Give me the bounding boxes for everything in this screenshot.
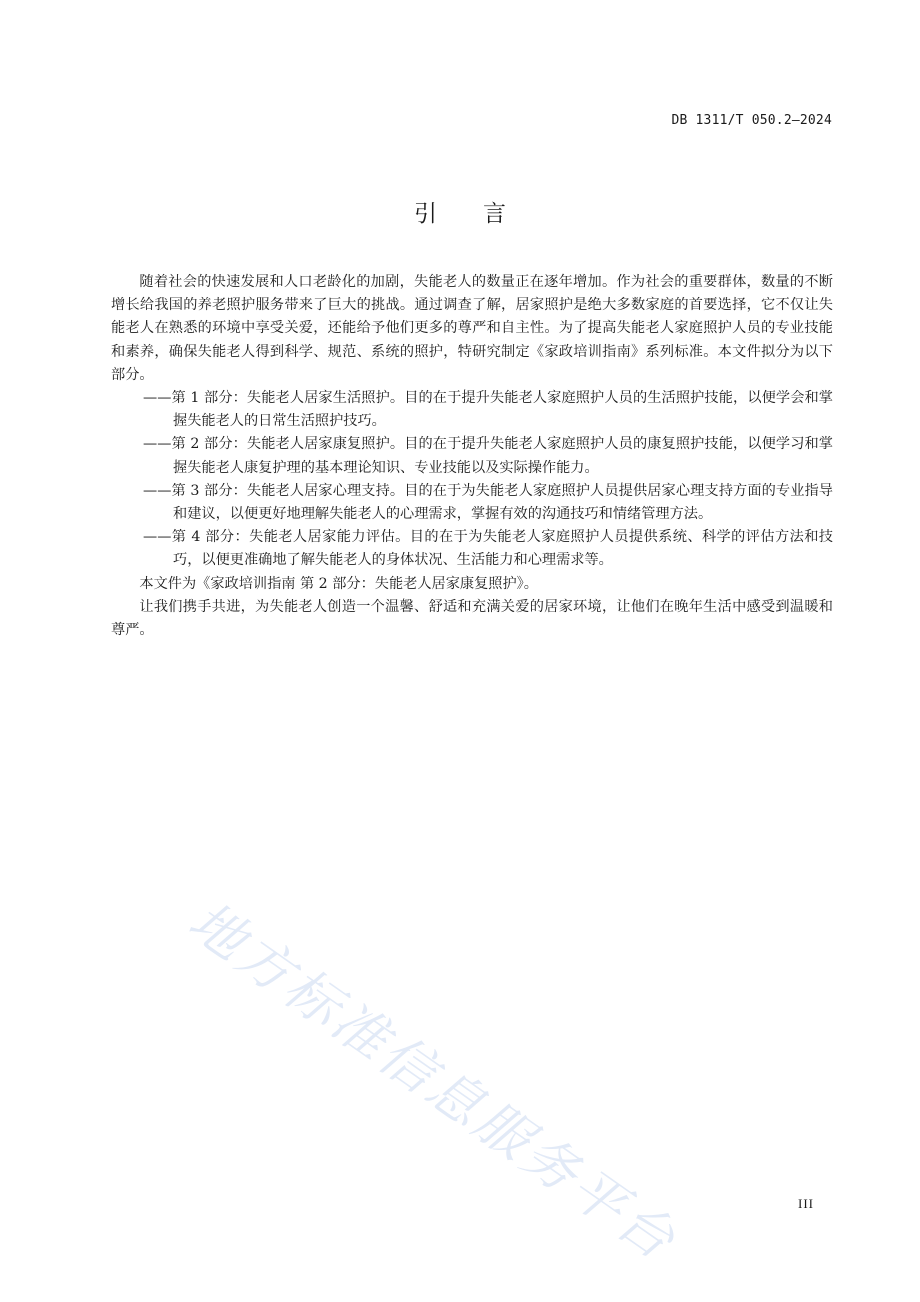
title-char-1: 引 <box>414 201 437 227</box>
part-4-item: ——第 4 部分：失能老人居家能力评估。目的在于为失能老人家庭照护人员提供系统、科学的评估方法和技巧，以便更准确地了解失能老人的身体状况、生活能力和心理需求等。 <box>143 529 833 569</box>
watermark-text: 地方标准信息服务平台 <box>177 889 689 1274</box>
intro-paragraph: 随着社会的快速发展和人口老龄化的加剧，失能老人的数量正在逐年增加。作为社会的重要群体，数量的不断增长给我国的养老照护服务带来了巨大的挑战。通过调查了解，居家照护是绝大多数家庭的首要选择，它不仅让失能老人在熟悉的环境中享受关爱，还能给予他们更多的尊严和自主性。为了提高失能老人家庭照护人员的专业技能和素养，确保失能老人得到科学、规范、系统的照护，特研究制定《家政培训指南》系列标准。本文件拟分为以下部分。 <box>111 274 833 383</box>
part-3-item: ——第 3 部分：失能老人居家心理支持。目的在于为失能老人家庭照护人员提供居家心理支持方面的专业指导和建议，以便更好地理解失能老人的心理需求，掌握有效的沟通技巧和情绪管理方法。 <box>143 482 833 523</box>
page-title <box>0 195 920 228</box>
document-code: DB 1311/T 050.2—2024 <box>671 113 832 128</box>
page-number: III <box>798 1196 814 1211</box>
title-char-2: 言 <box>483 201 506 227</box>
part-1-item: ——第 1 部分：失能老人居家生活照护。目的在于提升失能老人家庭照护人员的生活照护技能，以便学会和掌握失能老人的日常生活照护技巧。 <box>143 390 833 430</box>
closing-paragraph: 让我们携手共进，为失能老人创造一个温馨、舒适和充满关爱的居家环境，让他们在晚年生活中感受到温暖和尊严。 <box>111 598 833 639</box>
part-2-item: ——第 2 部分：失能老人居家康复照护。目的在于提升失能老人家庭照护人员的康复照护技能，以便学习和掌握失能老人康复护理的基本理论知识、专业技能以及实际操作能力。 <box>143 436 833 476</box>
introduction-body <box>111 271 833 642</box>
this-document-paragraph: 本文件为《家政培训指南 第 2 部分：失能老人居家康复照护》。 <box>139 575 538 592</box>
